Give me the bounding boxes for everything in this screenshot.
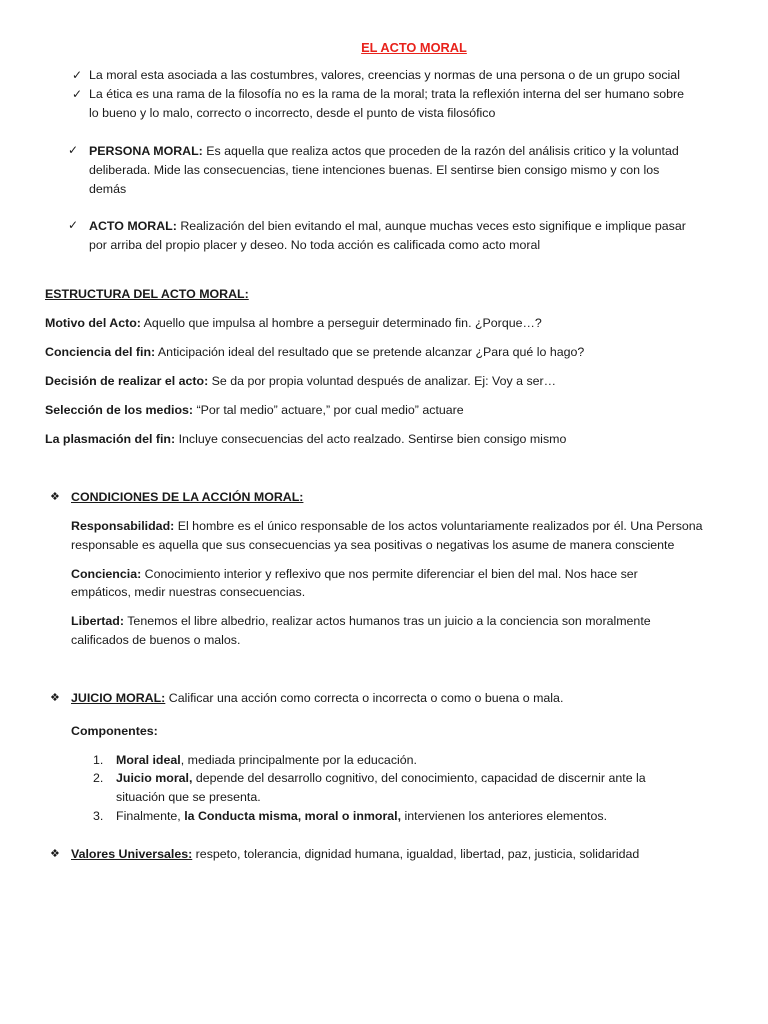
acto-moral-line2: por arriba del propio placer y deseo. No toda acción es calificada como acto moral bbox=[89, 238, 541, 252]
responsabilidad-line1: Responsabilidad: El hombre es el único responsable de los actos voluntariamente realizados por él. Una Persona bbox=[71, 519, 703, 533]
acto-moral-label: ACTO MORAL: bbox=[89, 219, 177, 233]
acto-moral-line1: ACTO MORAL: Realización del bien evitando el mal, aunque muchas veces esto signifique e implique pasar bbox=[89, 219, 686, 233]
list-number: 3. bbox=[93, 809, 104, 823]
diamond-bullet-icon: ❖ bbox=[50, 692, 60, 704]
responsabilidad-line2: responsable es aquella que sus consecuencias ya sea positivas o negativas los asume de manera consciente bbox=[71, 538, 675, 552]
condiciones-heading: CONDICIONES DE LA ACCIÓN MORAL: bbox=[71, 490, 304, 504]
estructura-heading: ESTRUCTURA DEL ACTO MORAL: bbox=[45, 287, 249, 301]
libertad-line2: calificados de buenos o malos. bbox=[71, 633, 241, 647]
persona-moral-label: PERSONA MORAL: bbox=[89, 144, 203, 158]
componente-item-2: Juicio moral, depende del desarrollo cognitivo, del conocimiento, capacidad de discernir ante la bbox=[116, 771, 646, 785]
componente-item-1: Moral ideal, mediada principalmente por la educación. bbox=[116, 753, 417, 767]
document-title: EL ACTO MORAL bbox=[361, 40, 467, 55]
intro-item-etica-line1: La ética es una rama de la filosofía no es la rama de la moral; trata la reflexión interna del ser humano sobre bbox=[89, 87, 685, 101]
libertad-line1: Libertad: Tenemos el libre albedrio, realizar actos humanos tras un juicio a la conciencia son moralmente bbox=[71, 614, 651, 628]
estructura-item: La plasmación del fin: Incluye consecuencias del acto realzado. Sentirse bien consigo mismo bbox=[45, 432, 567, 446]
estructura-item: Motivo del Acto: Aquello que impulsa al hombre a perseguir determinado fin. ¿Porque…? bbox=[45, 316, 542, 330]
checkmark-icon: ✓ bbox=[72, 87, 83, 101]
list-number: 2. bbox=[93, 771, 104, 785]
intro-item-etica-line2: lo bueno y lo malo, correcto o incorrecto, desde el punto de vista filosófico bbox=[89, 106, 496, 120]
checkmark-icon: ✓ bbox=[72, 68, 83, 82]
componente-item-3: Finalmente, la Conducta misma, moral o inmoral, intervienen los anteriores elementos. bbox=[116, 809, 608, 823]
diamond-bullet-icon: ❖ bbox=[50, 491, 60, 503]
valores-universales-label: Valores Universales: bbox=[71, 847, 193, 861]
checkmark-icon: ✓ bbox=[68, 218, 79, 232]
estructura-item: Decisión de realizar el acto: Se da por propia voluntad después de analizar. Ej: Voy a ser… bbox=[45, 374, 557, 388]
juicio-moral-label: JUICIO MORAL: bbox=[71, 691, 166, 705]
conciencia-line1: Conciencia: Conocimiento interior y reflexivo que nos permite diferenciar el bien del mal. Nos hace ser bbox=[71, 567, 638, 581]
intro-item-moral: La moral esta asociada a las costumbres, valores, creencias y normas de una persona o de un grupo social bbox=[89, 68, 680, 82]
estructura-item: Conciencia del fin: Anticipación ideal del resultado que se pretende alcanzar ¿Para qué lo hago? bbox=[45, 345, 585, 359]
persona-moral-line2: deliberada. Mide las consecuencias, tiene intenciones buenas. El sentirse bien consigo mismo y con los bbox=[89, 163, 660, 177]
componente-item-2-line2: situación que se presenta. bbox=[116, 790, 261, 804]
estructura-item: Selección de los medios: “Por tal medio” actuare,” por cual medio” actuare bbox=[45, 403, 464, 417]
persona-moral-line1: PERSONA MORAL: Es aquella que realiza actos que proceden de la razón del análisis critico y la voluntad bbox=[89, 144, 679, 158]
componentes-heading: Componentes: bbox=[71, 724, 158, 738]
juicio-moral-line: JUICIO MORAL: Calificar una acción como correcta o incorrecta o como o buena o mala. bbox=[71, 691, 564, 705]
checkmark-icon: ✓ bbox=[68, 143, 79, 157]
persona-moral-line3: demás bbox=[89, 182, 127, 196]
diamond-bullet-icon: ❖ bbox=[50, 848, 60, 860]
valores-universales-line: Valores Universales: respeto, tolerancia, dignidad humana, igualdad, libertad, paz, justicia, solidaridad bbox=[71, 847, 640, 861]
conciencia-line2: empáticos, medir nuestras consecuencias. bbox=[71, 585, 306, 599]
list-number: 1. bbox=[93, 753, 104, 767]
